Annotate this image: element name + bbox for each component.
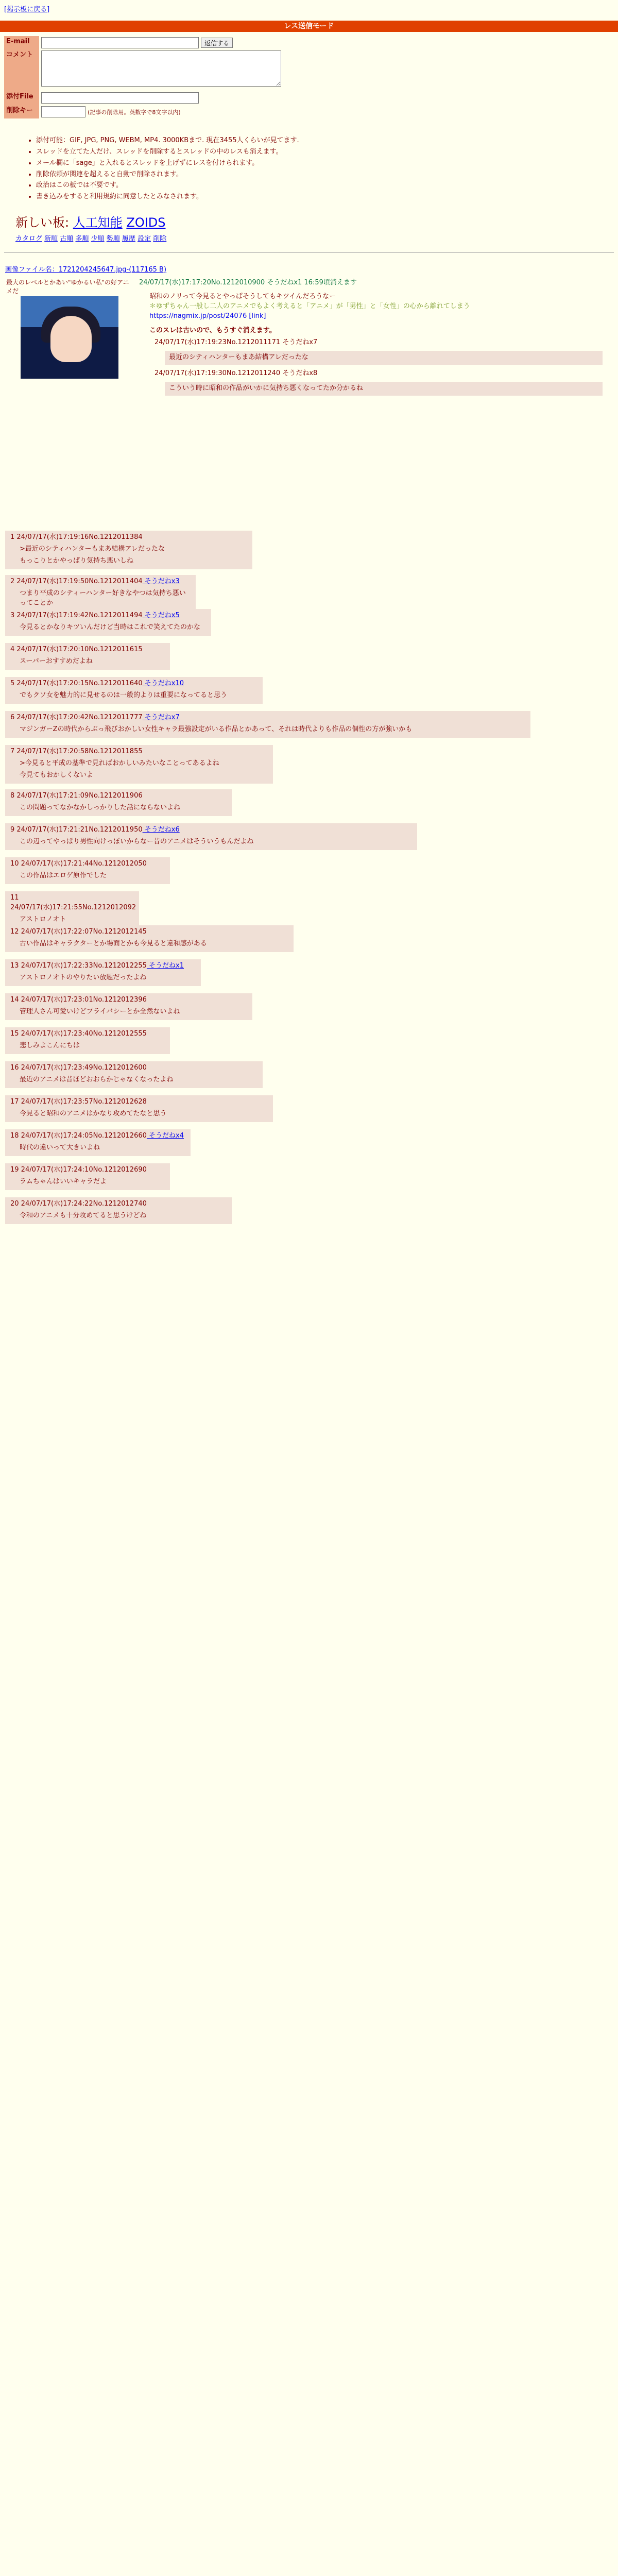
reply-post [5,531,252,569]
reply-post [5,823,417,850]
reply-header [10,1097,268,1107]
catalog-nav [15,234,166,244]
old-thread-warning: このスレは古いので、もうすぐ消えます。 [149,327,276,335]
new-board-link-zoids[interactable]: ZOIDS [126,215,166,230]
reply-post [5,959,201,986]
file-info [5,265,166,275]
note-item: • 政治はこの板では不要です。 [36,181,603,191]
reply-message: この作品はエロゲ原作でした [20,871,107,879]
like-button[interactable]: そうだねx1 [146,962,184,970]
op-line: 昭和のノリって今見るとやっぱそうしてもキツイんだろうなー [149,292,336,300]
sort-many-link[interactable]: 多順 [75,235,89,243]
reply-post [5,711,530,738]
reply-header [10,961,196,971]
op-line: ＊ゆずちゃん一般し二人のアニメでもよく考えると「アニメ」が「男性」と「女性」の心から離れてしまう [149,302,470,310]
delete-key-note: (記事の削除用。英数字で8文字以内) [88,109,181,116]
note-item: • メール欄に「sage」と入れるとスレッドを上げずにレスを付けられます。 [36,159,603,168]
reply-meta: 2 24/07/17(水)17:19:50No.1212011404 [10,578,143,585]
reply-message: 管理人さん可愛いけどプライバシーとか全然ないよね [20,1007,180,1015]
reply-meta: 5 24/07/17(水)17:20:15No.1212011640 [10,680,143,687]
catalog-link[interactable]: カタログ [15,235,43,243]
reply-meta: 18 24/07/17(水)17:24:05No.1212012660 [10,1132,147,1140]
reply-header [10,859,165,869]
reply-message: つまり平成のシティーハンター好きなやつは気持ち悪いってことか [20,589,186,607]
reply-meta: 7 24/07/17(水)17:20:58No.1212011855 [10,748,143,755]
reply-post [5,643,170,670]
sort-new-link[interactable]: 新順 [44,235,58,243]
reply-post [5,745,273,784]
reply-header [10,893,134,913]
reply-meta: 17 24/07/17(水)17:23:57No.1212012628 [10,1098,147,1106]
reply-quote: >今見ると平成の基準で見ればおかしいみたいなことってあるよね [20,759,219,767]
reply-post [5,677,263,704]
reply-post [5,993,252,1020]
subreply-header: 24/07/17(水)17:19:30No.1212011240 そうだねx8 [154,369,318,377]
like-button[interactable]: そうだねx6 [142,826,180,834]
reply-meta: 6 24/07/17(水)17:20:42No.1212011777 [10,714,143,721]
reply-meta: 15 24/07/17(水)17:23:40No.1212012555 [10,1030,147,1038]
reply-message: でもクソ女を魅力的に見せるのは一般的よりは重要になってると思う [20,691,228,699]
thread-image-filename[interactable]: 画像ファイル名：1721204245647.jpg-(117165 B) [5,266,167,274]
opening-post [139,278,603,396]
reply-header [10,995,247,1005]
notes-list [15,134,603,204]
reply-header [10,791,227,801]
comment-label: コメント [4,49,39,91]
reply-header [10,825,412,835]
reply-post [5,857,170,884]
like-button[interactable]: そうだねx7 [142,714,180,721]
reply-message: 時代の違いって大きいよね [20,1143,100,1151]
image-caption: 最大のレベルとかあい"ゆかるい私"の好アニメだ [6,279,129,295]
reply-meta: 13 24/07/17(水)17:22:33No.1212012255 [10,962,147,970]
file-input[interactable] [41,92,199,104]
reply-header [10,1199,227,1209]
reply-header [10,747,268,757]
reply-post [5,925,294,952]
subreply-quote: こういう時に昭和の作品がいかに気持ち悪くなってたか分かるね [165,382,603,396]
reply-post [5,1027,170,1054]
reply-post [5,1095,273,1122]
reply-message: 古い作品はキャラクターとか場面とかも今見ると違和感がある [20,939,207,947]
like-button[interactable]: そうだねx4 [146,1132,184,1140]
email-label: E-mail [4,36,39,49]
reply-meta: 1 24/07/17(水)17:19:16No.1212011384 [10,533,143,541]
sort-old-link[interactable]: 古順 [60,235,74,243]
file-label: 添付File [4,91,39,105]
comment-textarea[interactable] [41,50,281,87]
reply-post [5,609,211,636]
reply-message: 令和のアニメも十分攻めてると思うけどね [20,1211,147,1219]
reply-quote: >最近のシティハンターもまあ結構アレだったな [20,545,165,553]
reply-header [10,679,258,689]
op-link[interactable]: https://nagmix.jp/post/24076 [link] [149,312,266,320]
reply-message: 最近のアニメは昔ほどおおらかじゃなくなったよね [20,1075,174,1083]
op-body [149,292,603,321]
reply-header [10,713,525,723]
reply-header [10,1029,165,1039]
reply-message: マジンガーZの時代からぶっ飛びおかしい女性キャラ最強設定がいる作品とかあって、それは時代よりも作品の個性の方が強いかも [20,725,413,733]
new-board-link-ai[interactable]: 人工知能 [73,215,123,230]
reply-header [10,577,191,587]
thread-image[interactable] [21,296,118,379]
reply-post [5,789,232,816]
reply-post [5,891,139,928]
reply-meta: 9 24/07/17(水)17:21:21No.1212011950 [10,826,143,834]
reply-mode-bar: レス送信モード [0,21,618,32]
submit-reply-button[interactable]: 返信する [201,38,233,48]
note-item: • 添付可能：GIF, JPG, PNG, WEBM, MP4. 3000KBまで. 現在3455人くらいが見てます. [36,136,603,146]
email-field[interactable] [41,37,199,48]
reply-header [10,611,206,621]
reply-meta: 14 24/07/17(水)17:23:01No.1212012396 [10,996,147,1004]
reply-meta: 16 24/07/17(水)17:23:49No.1212012600 [10,1064,147,1072]
reply-post [5,1061,263,1088]
subreply-header: 24/07/17(水)17:19:23No.1212011171 そうだねx7 [154,338,318,347]
note-item: • スレッドを立てた人だけ、スレッドを削除するとスレッドの中のレスも消えます。 [36,147,603,157]
image-face [50,316,92,362]
reply-header [10,1165,165,1175]
reply-form [4,36,396,118]
reply-message: ラムちゃんはいいキャラだよ [20,1177,107,1185]
divider [4,252,614,253]
back-to-board-link[interactable]: [掲示板に戻る] [4,6,50,13]
sort-momentum-link[interactable]: 勢順 [106,235,120,243]
reply-message: アストロノオト [20,915,66,923]
reply-message: この辺ってやっぱり男性向けっぽいからなー昔のアニメはそういうもんだよね [20,837,254,845]
reply-meta: 12 24/07/17(水)17:22:07No.1212012145 [10,928,147,936]
reply-meta: 19 24/07/17(水)17:24:10No.1212012690 [10,1166,147,1174]
settings-link[interactable]: 設定 [138,235,151,243]
subreply-quote: 最近のシティハンターもまあ結構アレだったな [165,351,603,365]
like-button[interactable]: そうだねx3 [142,578,180,585]
delete-key-field[interactable] [41,106,85,117]
reply-header [10,927,288,937]
new-board-banner: 新しい板: 人工知能 ZOIDS [15,215,166,230]
reply-message: アストロノオトのやりたい放題だったよね [20,973,147,981]
reply-post [5,1197,232,1224]
like-button[interactable]: そうだねx5 [142,612,180,619]
reply-message: 悲しみよこんにちは [20,1041,80,1049]
reply-header [10,645,165,655]
history-link[interactable]: 履歴 [122,235,135,243]
op-header: 24/07/17(水)17:17:20No.1212010900 そうだねx1 16:59頃消えます [139,279,357,286]
reply-meta: 8 24/07/17(水)17:21:09No.1212011906 [10,792,143,800]
delete-link[interactable]: 削除 [153,235,167,243]
reply-meta: 4 24/07/17(水)17:20:10No.1212011615 [10,646,143,653]
reply-message: 今見てもおかしくないよ [20,771,94,779]
sort-few-link[interactable]: 少順 [91,235,105,243]
reply-message: もっこりとかやっぱり気持ち悪いしね [20,556,134,565]
reply-meta: 20 24/07/17(水)17:24:22No.1212012740 [10,1200,147,1208]
reply-meta: 10 24/07/17(水)17:21:44No.1212012050 [10,860,147,868]
reply-header [10,1063,258,1073]
reply-header [10,533,247,543]
reply-meta: 3 24/07/17(水)17:19:42No.1212011494 [10,612,143,619]
reply-post [5,1163,170,1190]
reply-header [10,1131,185,1141]
reply-message: 今見ると昭和のアニメはかなり攻めてたなと思う [20,1109,167,1117]
reply-post [5,1129,191,1156]
delete-key-label: 削除キー [4,105,39,118]
op-subreply [154,338,603,395]
note-item: • 削除依頼が関連を超えると自動で削除されます。 [36,170,603,180]
reply-post [5,575,196,612]
reply-meta: 11 24/07/17(水)17:21:55No.1212012092 [10,894,136,911]
reply-message: 今見るとかなりキツいんだけど当時はこれで笑えてたのかな [20,623,201,631]
reply-message: この問題ってなかなかしっかりした話にならないよね [20,803,181,811]
note-item: • 書き込みをすると利用規約に同意したとみなされます。 [36,192,603,202]
like-button[interactable]: そうだねx10 [142,680,184,687]
reply-message: スーパーおすすめだよね [20,657,93,665]
